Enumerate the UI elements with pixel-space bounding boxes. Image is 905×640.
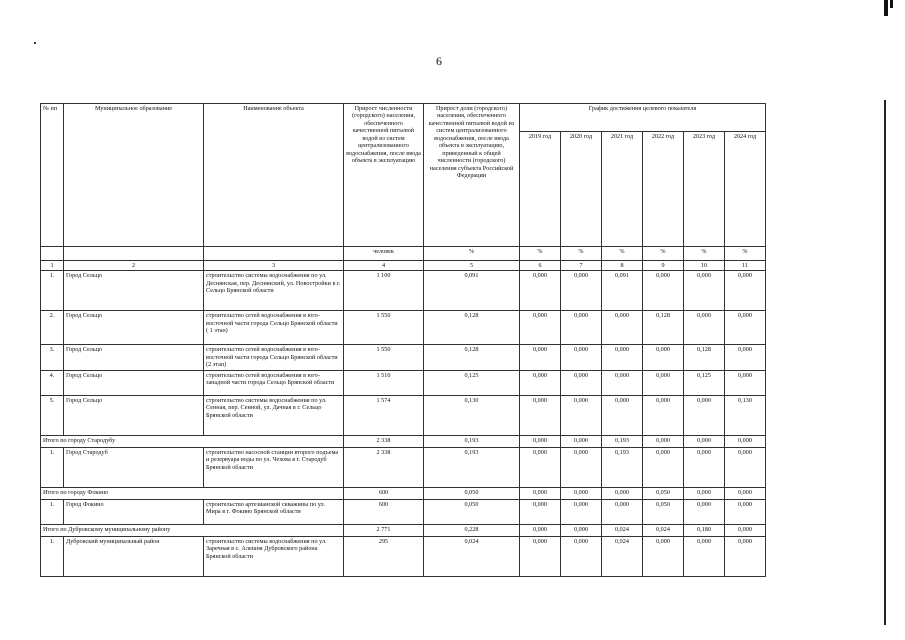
unit-cell: человек <box>344 247 424 261</box>
row-municipality: Город Сельцо <box>64 370 204 395</box>
index-cell: 4 <box>344 261 424 271</box>
row-year-value: 0,000 <box>725 435 766 447</box>
col-header-share-growth: Прирост доли (городского) населения, обеспеченного качественной питьевой водой из систем централизованного водоснабжения, после ввода объекта в эксплуатацию, приведенный к общей численности (городского) населения субъекта Российской Федерации <box>424 104 520 247</box>
row-pop-growth: 2 771 <box>344 524 424 536</box>
row-municipality: Город Сельцо <box>64 271 204 311</box>
row-share-growth: 0,091 <box>424 271 520 311</box>
index-cell: 9 <box>643 261 684 271</box>
row-share-growth: 0,125 <box>424 370 520 395</box>
scan-dot <box>34 42 36 44</box>
row-number: 1. <box>41 271 64 311</box>
row-year-value: 0,000 <box>520 370 561 395</box>
row-municipality: Город Стародуб <box>64 447 204 487</box>
subtotal-label: Итого по городу Фокино <box>41 487 344 499</box>
row-year-value: 0,000 <box>520 536 561 576</box>
units-empty <box>204 247 344 261</box>
row-number: 2. <box>41 311 64 345</box>
row-year-value: 0,024 <box>602 524 643 536</box>
index-cell: 2 <box>64 261 204 271</box>
row-object: строительство насосной станции второго подъема и резервуара воды по ул. Чехова в г. Стародуб Брянской области <box>204 447 344 487</box>
units-row <box>41 247 766 261</box>
col-header-schedule: График достижения целевого показателя <box>520 104 766 132</box>
table-row <box>41 536 766 576</box>
row-year-value: 0,000 <box>725 499 766 524</box>
row-year-value: 0,000 <box>561 370 602 395</box>
row-pop-growth: 1 550 <box>344 345 424 370</box>
row-year-value: 0,000 <box>561 524 602 536</box>
row-year-value: 0,000 <box>725 447 766 487</box>
row-year-value: 0,000 <box>561 345 602 370</box>
row-year-value: 0,000 <box>561 499 602 524</box>
unit-cell: % <box>424 247 520 261</box>
unit-cell: % <box>561 247 602 261</box>
row-share-growth: 0,050 <box>424 487 520 499</box>
row-object: строительство сетей водоснабжения в юго-западной части города Сельцо Брянской области <box>204 370 344 395</box>
row-year-value: 0,000 <box>725 271 766 311</box>
row-year-value: 0,024 <box>602 536 643 576</box>
row-year-value: 0,000 <box>561 395 602 435</box>
row-year-value: 0,000 <box>684 271 725 311</box>
col-header-year: 2021 год <box>602 132 643 247</box>
row-year-value: 0,000 <box>561 435 602 447</box>
row-year-value: 0,000 <box>602 345 643 370</box>
row-object: строительство системы водоснабжения по ул. Заречная в с. Алешня Дубровского района Брянской области <box>204 536 344 576</box>
row-municipality: Город Сельцо <box>64 311 204 345</box>
row-object: строительство сетей водоснабжения в юго-восточной части города Сельцо Брянской области ( 1 этап) <box>204 311 344 345</box>
row-year-value: 0,050 <box>643 499 684 524</box>
page-number: 6 <box>436 54 442 68</box>
row-object: строительство сетей водоснабжения в юго-восточной части города Сельцо Брянской области (2 этап) <box>204 345 344 370</box>
index-row <box>41 261 766 271</box>
row-share-growth: 0,128 <box>424 345 520 370</box>
row-year-value: 0,000 <box>643 536 684 576</box>
index-cell: 5 <box>424 261 520 271</box>
units-empty <box>41 247 64 261</box>
row-share-growth: 0,050 <box>424 499 520 524</box>
row-year-value: 0,000 <box>684 447 725 487</box>
col-header-pop-growth: Прирост численности (городского) населения, обеспеченного качественной питьевой водой из систем централизованного водоснабжения, после ввода объекта в эксплуатацию <box>344 104 424 247</box>
col-header-year: 2023 год <box>684 132 725 247</box>
row-year-value: 0,000 <box>725 536 766 576</box>
table-row <box>41 271 766 311</box>
col-header-object: Наименование объекта <box>204 104 344 247</box>
row-year-value: 0,000 <box>725 524 766 536</box>
row-year-value: 0,024 <box>643 524 684 536</box>
table-row <box>41 311 766 345</box>
row-year-value: 0,000 <box>602 395 643 435</box>
row-year-value: 0,000 <box>643 345 684 370</box>
row-year-value: 0,000 <box>643 370 684 395</box>
row-year-value: 0,000 <box>520 271 561 311</box>
row-year-value: 0,000 <box>643 395 684 435</box>
row-year-value: 0,000 <box>684 499 725 524</box>
row-municipality: Город Сельцо <box>64 345 204 370</box>
row-year-value: 0,000 <box>520 311 561 345</box>
scan-edge-mark-small <box>890 0 893 8</box>
row-object: строительство системы водоснабжения по ул. Деснянская, пер. Деснянский, ул. Новостройки в г. Сельцо Брянской области <box>204 271 344 311</box>
row-year-value: 0,091 <box>602 271 643 311</box>
index-cell: 3 <box>204 261 344 271</box>
row-year-value: 0,000 <box>725 345 766 370</box>
row-share-growth: 0,128 <box>424 311 520 345</box>
row-year-value: 0,125 <box>684 370 725 395</box>
subtotal-row <box>41 524 766 536</box>
col-header-year: 2024 год <box>725 132 766 247</box>
row-year-value: 0,000 <box>561 447 602 487</box>
row-year-value: 0,050 <box>643 487 684 499</box>
unit-cell: % <box>520 247 561 261</box>
row-pop-growth: 1 550 <box>344 311 424 345</box>
row-municipality: Город Сельцо <box>64 395 204 435</box>
index-cell: 11 <box>725 261 766 271</box>
row-share-growth: 0,024 <box>424 536 520 576</box>
row-number: 4. <box>41 370 64 395</box>
row-pop-growth: 2 338 <box>344 435 424 447</box>
scan-edge-mark <box>884 0 888 16</box>
row-municipality: Город Фокино <box>64 499 204 524</box>
row-year-value: 0,000 <box>725 487 766 499</box>
row-year-value: 0,000 <box>684 536 725 576</box>
scan-right-edge-line <box>884 100 886 625</box>
row-year-value: 0,193 <box>602 447 643 487</box>
row-pop-growth: 1 574 <box>344 395 424 435</box>
row-municipality: Дубровский муниципальный район <box>64 536 204 576</box>
table-body <box>41 104 766 577</box>
subtotal-row <box>41 435 766 447</box>
row-year-value: 0,000 <box>520 447 561 487</box>
col-header-year: 2019 год <box>520 132 561 247</box>
subtotal-row <box>41 487 766 499</box>
header-row-1 <box>41 104 766 132</box>
row-year-value: 0,000 <box>725 311 766 345</box>
row-year-value: 0,000 <box>561 487 602 499</box>
row-object: строительство артезианской скважины по ул. Мира в г. Фокино Брянской области <box>204 499 344 524</box>
row-year-value: 0,000 <box>561 271 602 311</box>
row-year-value: 0,000 <box>520 524 561 536</box>
row-year-value: 0,000 <box>684 311 725 345</box>
row-year-value: 0,128 <box>643 311 684 345</box>
row-number: 1. <box>41 447 64 487</box>
row-pop-growth: 295 <box>344 536 424 576</box>
row-share-growth: 0,228 <box>424 524 520 536</box>
row-year-value: 0,000 <box>725 370 766 395</box>
row-year-value: 0,000 <box>684 395 725 435</box>
row-pop-growth: 2 338 <box>344 447 424 487</box>
row-year-value: 0,000 <box>561 536 602 576</box>
index-cell: 10 <box>684 261 725 271</box>
row-year-value: 0,000 <box>643 435 684 447</box>
table-row <box>41 345 766 370</box>
row-year-value: 0,000 <box>561 311 602 345</box>
unit-cell: % <box>602 247 643 261</box>
row-share-growth: 0,193 <box>424 435 520 447</box>
row-pop-growth: 600 <box>344 487 424 499</box>
col-header-year: 2022 год <box>643 132 684 247</box>
table-row <box>41 447 766 487</box>
target-indicator-table <box>40 103 766 577</box>
row-pop-growth: 1 100 <box>344 271 424 311</box>
row-year-value: 0,130 <box>725 395 766 435</box>
col-header-year: 2020 год <box>561 132 602 247</box>
row-year-value: 0,000 <box>520 395 561 435</box>
row-year-value: 0,128 <box>684 345 725 370</box>
index-cell: 1 <box>41 261 64 271</box>
table-row <box>41 499 766 524</box>
subtotal-label: Итого по городу Стародубу <box>41 435 344 447</box>
row-number: 1. <box>41 536 64 576</box>
units-empty <box>64 247 204 261</box>
table-row <box>41 370 766 395</box>
row-object: строительство системы водоснабжения по ул. Сенная, пер. Сенной, ул. Дачная в г. Сельцо Брянской области <box>204 395 344 435</box>
row-pop-growth: 600 <box>344 499 424 524</box>
row-year-value: 0,000 <box>520 345 561 370</box>
index-cell: 8 <box>602 261 643 271</box>
row-share-growth: 0,193 <box>424 447 520 487</box>
row-number: 1. <box>41 499 64 524</box>
col-header-num: № пп <box>41 104 64 247</box>
table-row <box>41 395 766 435</box>
index-cell: 6 <box>520 261 561 271</box>
row-year-value: 0,000 <box>602 311 643 345</box>
row-year-value: 0,180 <box>684 524 725 536</box>
row-year-value: 0,000 <box>643 447 684 487</box>
row-number: 5. <box>41 395 64 435</box>
col-header-municipality: Муниципальное образование <box>64 104 204 247</box>
unit-cell: % <box>725 247 766 261</box>
row-year-value: 0,000 <box>520 499 561 524</box>
row-number: 3. <box>41 345 64 370</box>
subtotal-label: Итого по Дубровскому муниципальному району <box>41 524 344 536</box>
row-year-value: 0,000 <box>520 435 561 447</box>
index-cell: 7 <box>561 261 602 271</box>
row-share-growth: 0,130 <box>424 395 520 435</box>
row-year-value: 0,193 <box>602 435 643 447</box>
row-year-value: 0,000 <box>602 370 643 395</box>
unit-cell: % <box>684 247 725 261</box>
row-pop-growth: 1 510 <box>344 370 424 395</box>
row-year-value: 0,000 <box>602 499 643 524</box>
row-year-value: 0,000 <box>684 435 725 447</box>
row-year-value: 0,000 <box>643 271 684 311</box>
row-year-value: 0,000 <box>520 487 561 499</box>
unit-cell: % <box>643 247 684 261</box>
row-year-value: 0,000 <box>602 487 643 499</box>
row-year-value: 0,000 <box>684 487 725 499</box>
